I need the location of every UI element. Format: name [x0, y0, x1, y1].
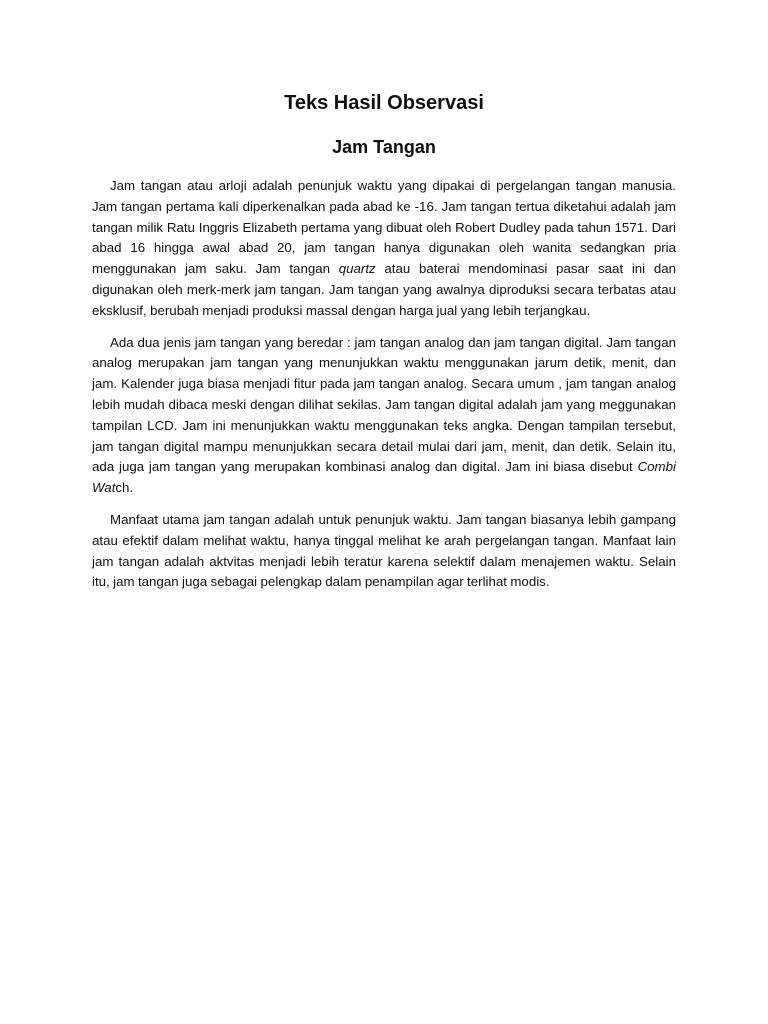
paragraph-text: atau baterai mendominasi pasar saat ini dan digunakan oleh merk-merk jam tangan. Jam tangan yang awalnya diproduksi secara terbatas atau eksklusif, berubah menjadi produksi massal dengan harga jual yang lebih terjangkau.: [92, 261, 676, 318]
paragraph-text: Jam tangan atau arloji adalah penunjuk waktu yang dipakai di pergelangan tangan manusia. Jam tangan pertama kali diperkenalkan pada abad ke -16. Jam tangan tertua diketahui adalah jam tangan milik Ratu Inggris Elizabeth pertama yang dibuat oleh Robert Dudley pada tahun 1571. Dari abad 16 hingga awal abad 20, jam tangan hanya digunakan oleh wanita sedangkan pria menggunakan jam saku. Jam tangan: [92, 178, 676, 277]
paragraph-text: Manfaat utama jam tangan adalah untuk penunjuk waktu. Jam tangan biasanya lebih gampang atau efektif dalam melihat waktu, hanya tinggal melihat ke arah pergelangan tangan. Manfaat lain jam tangan adalah aktvitas menjadi lebih teratur karena selektif dalam menajemen waktu. Selain itu, jam tangan juga sebagai pelengkap dalam penampilan agar terlihat modis.: [92, 511, 676, 590]
page-subtitle: Jam Tangan: [332, 137, 436, 157]
page-title: Teks Hasil Observasi: [284, 92, 484, 114]
paragraph: [92, 176, 676, 322]
paragraph-text: ch.: [115, 480, 134, 496]
paragraph: [92, 510, 676, 593]
paragraph-italic-text: quartz: [338, 261, 376, 277]
body-text: [92, 176, 676, 604]
paragraph: [92, 333, 676, 499]
paragraph-text: Ada dua jenis jam tangan yang beredar : jam tangan analog dan jam tangan digital. Jam tangan analog merupakan jam tangan yang menunjukkan waktu menggunakan jarum detik, menit, dan jam. Kalender juga biasa menjadi fitur pada jam tangan analog. Secara umum , jam tangan analog lebih mudah dibaca meski dengan dilihat sekilas. Jam tangan digital adalah jam yang meggunakan tampilan LCD. Jam ini menunjukkan waktu menggunakan teks angka. Dengan tampilan tersebut, jam tangan digital mampu menunjukkan secara detail mulai dari jam, menit, dan detik. Selain itu, ada juga jam tangan yang merupakan kombinasi analog dan digital. Jam ini biasa disebut: [92, 334, 676, 475]
paragraph-italic-text: Combi Wat: [92, 459, 676, 496]
